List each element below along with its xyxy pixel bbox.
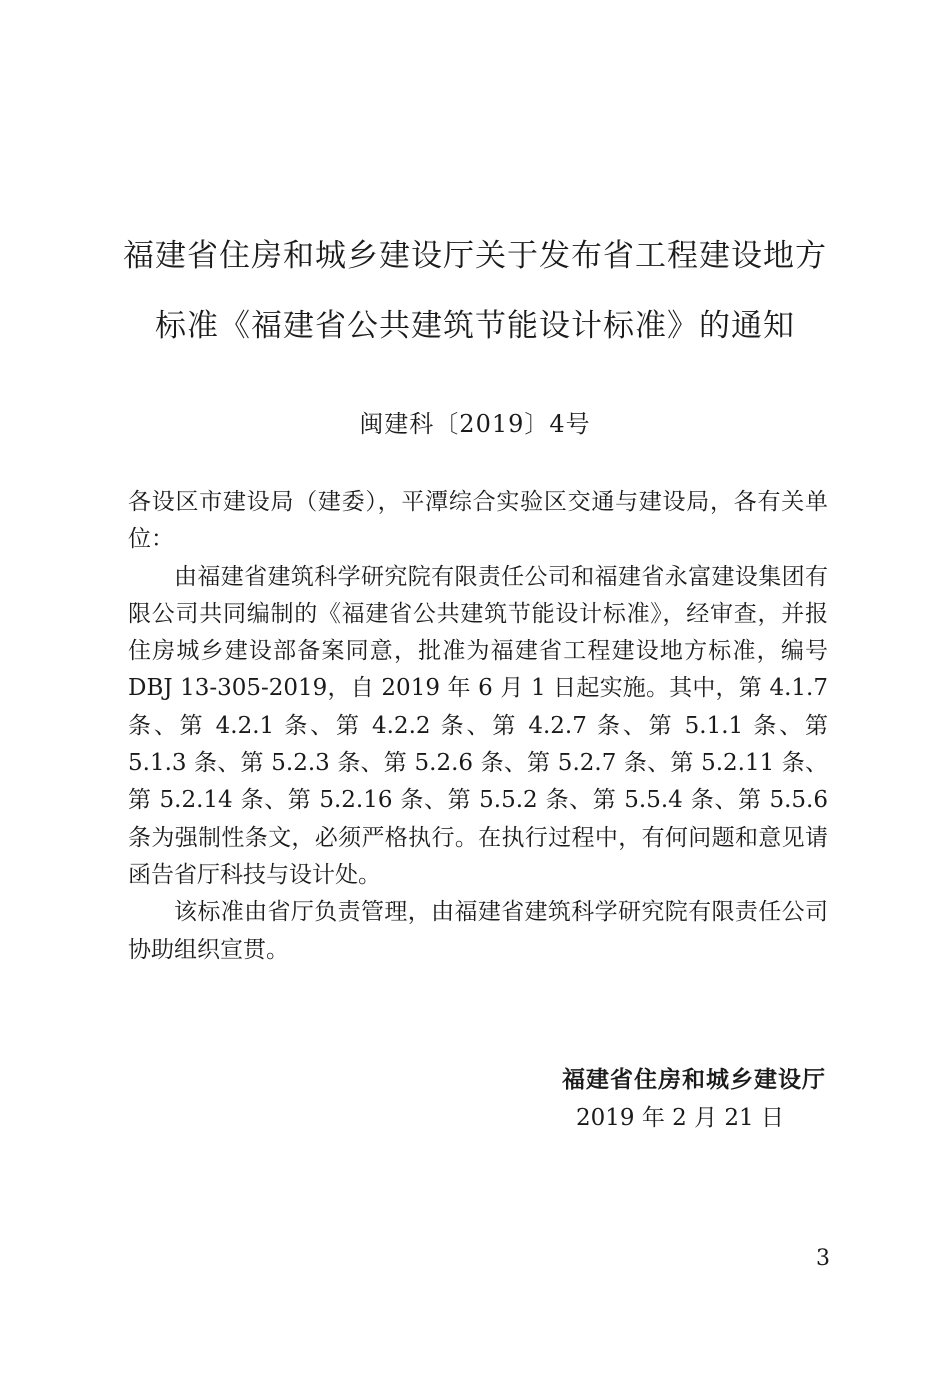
body-paragraph-2: 该标准由省厅负责管理，由福建省建筑科学研究院有限责任公司协助组织宣贯。 xyxy=(128,899,828,963)
body-paragraph-1: 由福建省建筑科学研究院有限责任公司和福建省永富建设集团有限公司共同编制的《福建省公共建筑节能设计标准》，经审查，并报住房城乡建设部备案同意，批准为福建省工程建设地方标准，编号 DBJ 13-305-2019，自 2019 年 6 月 1 日起实施。其中，第 4.1.7 条、第 4.2.1 条、第 4.2.2 条、第 4.2.7 条、第 5.1.1 条、第 5.1.3 条、第 5.2.3 条、第 5.2.6 条、第 5.2.7 条、第 5.2.11 条、第 5.2.14 条、第 5.2.16 条、第 5.5.2 条、第 5.5.4 条、第 5.5.6 条为强制性条文，必须严格执行。在执行过程中，有何问题和意见请函告省厅科技与设计处。 xyxy=(128,563,828,888)
page-number: 3 xyxy=(816,1246,830,1271)
signature-date: 2019 年 2 月 21 日 xyxy=(576,1105,784,1131)
notice-title-line-1: 福建省住房和城乡建设厅关于发布省工程建设地方 xyxy=(123,238,827,274)
notice-body xyxy=(128,484,828,969)
signature-organization: 福建省住房和城乡建设厅 xyxy=(562,1067,826,1093)
notice-title-line-2: 标准《福建省公共建筑节能设计标准》的通知 xyxy=(155,308,795,344)
document-number: 闽建科〔2019〕4号 xyxy=(359,410,591,438)
addressee: 各设区市建设局（建委），平潭综合实验区交通与建设局，各有关单位： xyxy=(128,489,828,553)
